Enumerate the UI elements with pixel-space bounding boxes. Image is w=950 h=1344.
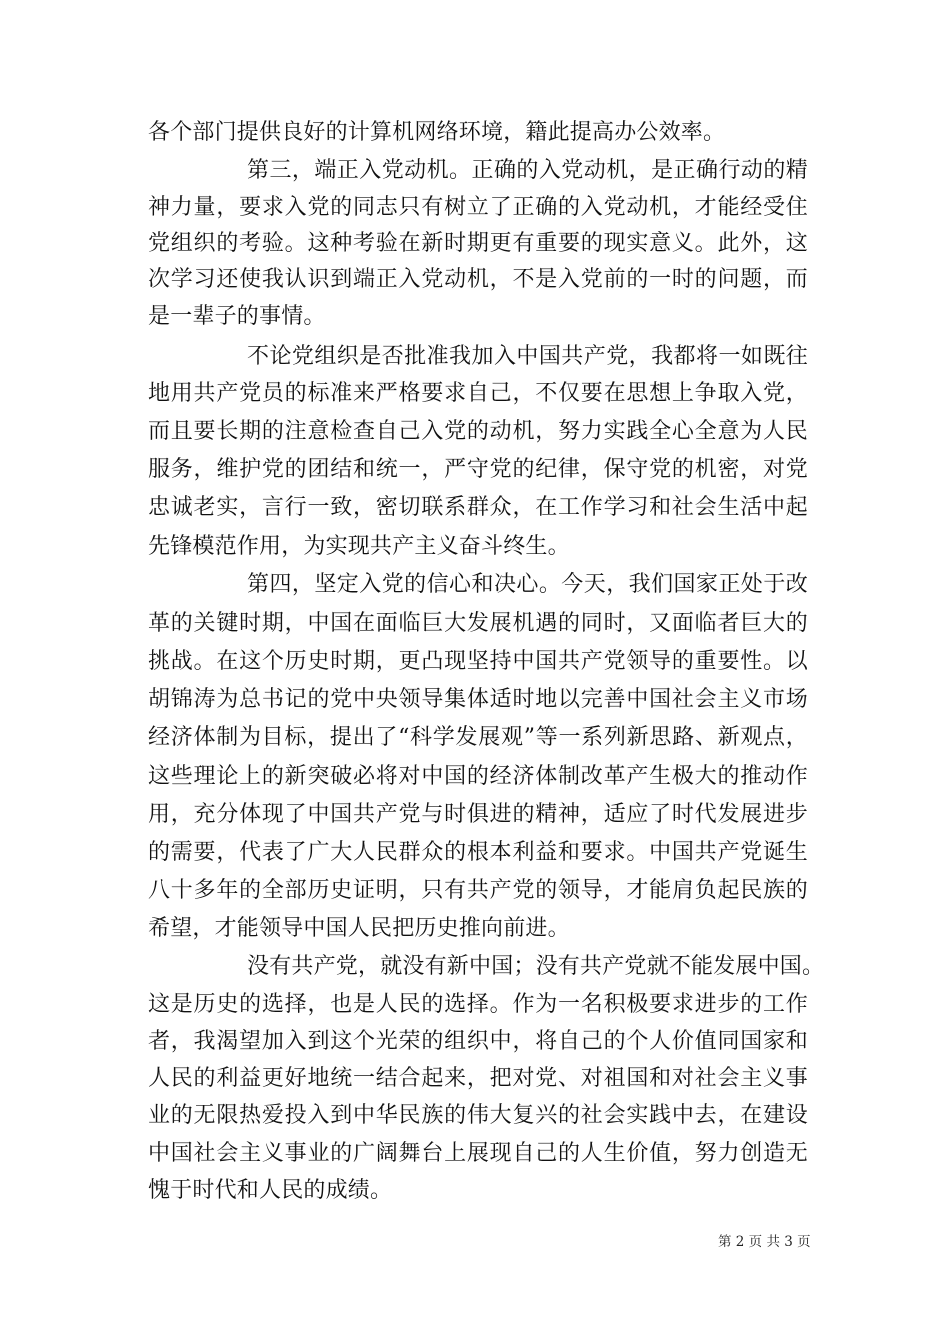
text-line: 先锋模范作用，为实现共产主义奋斗终生。 xyxy=(148,534,570,559)
text-line: 者，我渴望加入到这个光荣的组织中，将自己的个人价值同国家和 xyxy=(148,1029,808,1054)
text-line: 这些理论上的新突破必将对中国的经济体制改革产生极大的推动作 xyxy=(148,764,808,789)
text-line: 而且要长期的注意检查自己入党的动机，努力实践全心全意为人民 xyxy=(148,419,808,444)
text-line: 挑战。在这个历史时期，更凸现坚持中国共产党领导的重要性。以 xyxy=(148,649,808,674)
text-line: 愧于时代和人民的成绩。 xyxy=(148,1178,393,1203)
text-line: 希望，才能领导中国人民把历史推向前进。 xyxy=(148,916,570,941)
text-line: 人民的利益更好地统一结合起来，把对党、对祖国和对社会主义事 xyxy=(148,1066,808,1091)
text-line: 忠诚老实，言行一致，密切联系群众，在工作学习和社会生活中起 xyxy=(148,495,808,520)
text-line: 革的关键时期，中国在面临巨大发展机遇的同时，又面临者巨大的 xyxy=(148,611,808,636)
text-line: 这是历史的选择，也是人民的选择。作为一名积极要求进步的工作 xyxy=(148,992,808,1017)
text-line: 没有共产党，就没有新中国；没有共产党就不能发展中国。 xyxy=(247,954,825,979)
text-line: 八十多年的全部历史证明，只有共产党的领导，才能肩负起民族的 xyxy=(148,878,808,903)
text-line: 各个部门提供良好的计算机网络环境，籍此提高办公效率。 xyxy=(148,120,726,145)
text-line: 胡锦涛为总书记的党中央领导集体适时地以完善中国社会主义市场 xyxy=(148,687,808,712)
text-line: 第三，端正入党动机。正确的入党动机，是正确行动的精 xyxy=(247,158,808,183)
page-number-footer: 第 2 页 共 3 页 xyxy=(718,1234,811,1250)
text-line: 的需要，代表了广大人民群众的根本利益和要求。中国共产党诞生 xyxy=(148,840,808,865)
text-line: 神力量，要求入党的同志只有树立了正确的入党动机，才能经受住 xyxy=(148,195,808,220)
text-line: 不论党组织是否批准我加入中国共产党，我都将一如既往 xyxy=(247,344,808,369)
text-line: 第四，坚定入党的信心和决心。今天，我们国家正处于改 xyxy=(247,572,808,597)
text-line: 服务，维护党的团结和统一，严守党的纪律，保守党的机密，对党 xyxy=(148,457,808,482)
text-line: 是一辈子的事情。 xyxy=(148,304,326,329)
text-line: 经济体制为目标，提出了“科学发展观”等一系列新思路、新观点， xyxy=(148,725,808,750)
text-line: 党组织的考验。这种考验在新时期更有重要的现实意义。此外，这 xyxy=(148,231,808,256)
text-line: 地用共产党员的标准来严格要求自己，不仅要在思想上争取入党， xyxy=(148,381,808,406)
text-line: 用，充分体现了中国共产党与时俱进的精神，适应了时代发展进步 xyxy=(148,802,808,827)
text-line: 业的无限热爱投入到中华民族的伟大复兴的社会实践中去，在建设 xyxy=(148,1103,808,1128)
text-line: 中国社会主义事业的广阔舞台上展现自己的人生价值，努力创造无 xyxy=(148,1141,808,1166)
text-line: 次学习还使我认识到端正入党动机，不是入党前的一时的问题，而 xyxy=(148,267,808,292)
